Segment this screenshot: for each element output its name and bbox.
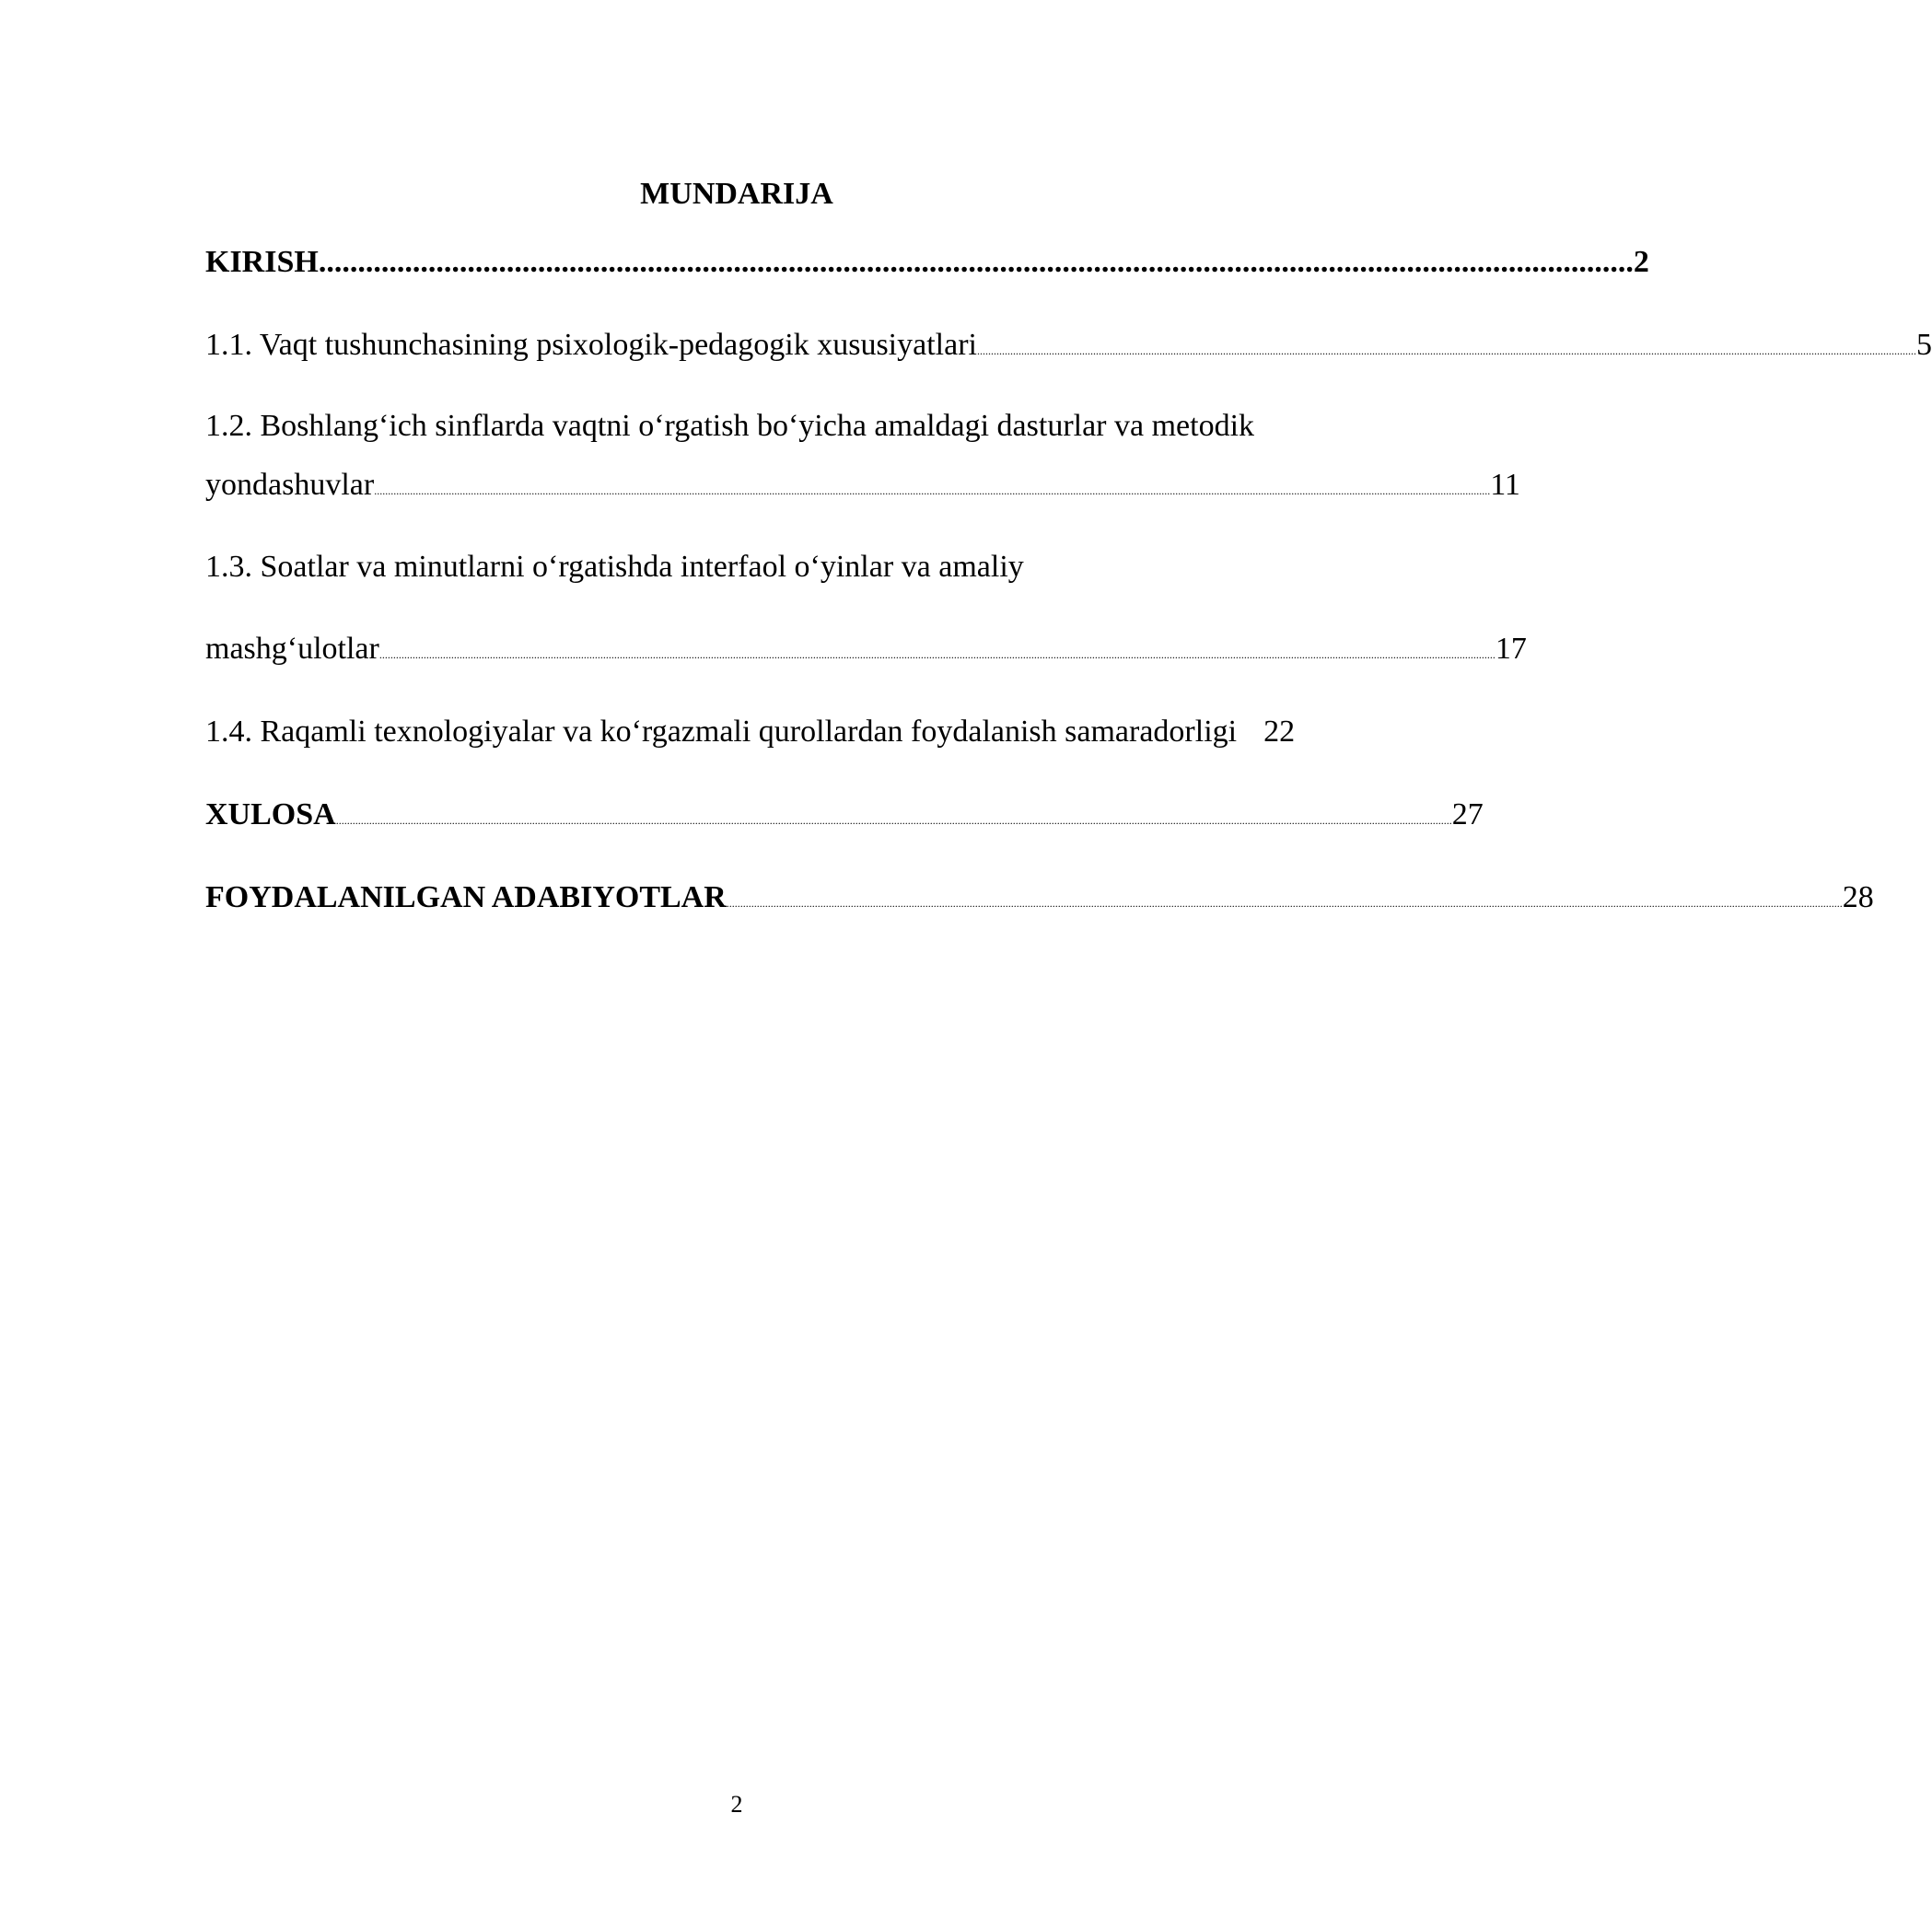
toc-page-number: 5 (1915, 328, 1932, 362)
toc-item-1-3[interactable] (205, 626, 1527, 672)
toc-item-1-1[interactable] (205, 322, 1932, 368)
toc-page-number: 28 (1842, 880, 1874, 914)
page-number: 2 (730, 1791, 743, 1818)
toc-item-kirish[interactable] (205, 239, 1649, 285)
toc-label: 1.2. Boshlang‘ich sinflarda vaqtni o‘rgatish bo‘yicha amaldagi dasturlar va metodik (205, 409, 1255, 443)
toc-item-1-3-line1[interactable] (205, 544, 1024, 590)
toc-item-xulosa[interactable] (205, 792, 1484, 838)
toc-label: yondashuvlar (205, 468, 375, 502)
toc-page-number: 22 (1263, 715, 1296, 749)
toc-label: KIRISH (205, 245, 319, 279)
toc-label: 1.1. Vaqt tushunchasining psixologik-pedagogik xususiyatlari (205, 328, 977, 362)
toc-label: FOYDALANILGAN ADABIYOTLAR (205, 880, 727, 914)
toc-page-number: 11 (1490, 468, 1520, 502)
toc-label: mashg‘ulotlar (205, 632, 379, 666)
page-title: MUNDARIJA (640, 177, 833, 211)
toc-label: 1.4. Raqamli texnologiyalar va ko‘rgazmali qurollardan foydalanish samaradorligi (205, 715, 1238, 749)
toc-item-adabiyotlar[interactable] (205, 875, 1874, 921)
toc-page-number: 2 (1633, 245, 1649, 279)
toc-leader: .................................................................................................................................................................................................................................................................................................................................................................................................................... (726, 897, 1843, 910)
toc-label: XULOSA (205, 797, 336, 831)
toc-leader: ........................................................................................................................................................................ (318, 245, 1634, 279)
toc-item-1-4[interactable] (205, 709, 1366, 755)
toc-page-number: 27 (1451, 797, 1484, 831)
toc-item-1-2[interactable] (205, 462, 1520, 508)
toc-leader: .................................................................................................................................................................................................................................................................................................................................................................................................................... (335, 814, 1452, 827)
toc-item-1-2-line1[interactable] (205, 403, 1254, 449)
toc-leader: .................................................................................................................................................................................................................................................................................................................................................................................................................... (374, 484, 1491, 497)
toc-page-number: 17 (1495, 632, 1527, 666)
toc-leader: .................................................................................................................................................................................................................................................................................................................................................... (976, 344, 1916, 357)
toc-leader: .................................................................................................................................................................................................................................................................................................................................................................................................................... (378, 648, 1496, 661)
toc-label: 1.3. Soatlar va minutlarni o‘rgatishda interfaol o‘yinlar va amaliy (205, 550, 1024, 584)
